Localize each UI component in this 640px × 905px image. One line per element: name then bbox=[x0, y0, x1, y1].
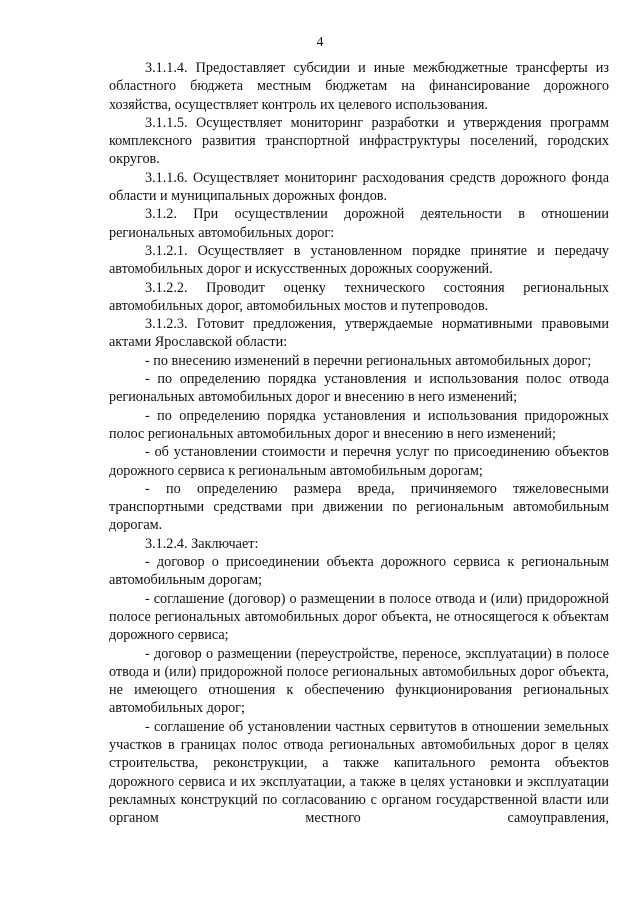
page-number: 4 bbox=[316, 35, 324, 50]
list-item-placement-agreement: - соглашение (договор) о размещении в полосе отвода и (или) придорожной полосе региональных автомобильных дорог объекта, не относящегося к объектам дорожного сервиса; bbox=[109, 590, 609, 644]
paragraph-3-1-2-4: 3.1.2.4. Заключает: bbox=[145, 535, 259, 552]
paragraph-3-1-1-4: 3.1.1.4. Предоставляет субсидии и иные межбюджетные трансферты из областного бюджета местным бюджетам на финансирование дорожного хозяйства, осуществляет контроль их целевого использования. bbox=[109, 60, 609, 113]
paragraph-3-1-2-2: 3.1.2.2. Проводит оценку технического состояния региональных автомобильных дорог, автомобильных мостов и путепроводов. bbox=[109, 279, 609, 314]
list-item-road-lists: - по внесению изменений в перечни региональных автомобильных дорог; bbox=[145, 352, 592, 369]
list-item-heavy-vehicle-damage: - по определению размера вреда, причиняемого тяжеловесными транспортными средствами при движении по региональным автомобильным дорогам. bbox=[109, 480, 609, 534]
paragraph-3-1-1-5: 3.1.1.5. Осуществляет мониторинг разработки и утверждения программ комплексного развития транспортной инфраструктуры поселений, городских округов. bbox=[109, 114, 609, 168]
paragraph-3-1-1-6: 3.1.1.6. Осуществляет мониторинг расходования средств дорожного фонда области и муниципальных дорожных фондов. bbox=[109, 169, 609, 205]
document-body bbox=[109, 59, 609, 827]
list-item-service-connection: - об установлении стоимости и перечня услуг по присоединению объектов дорожного сервиса к региональным автомобильным дорогам; bbox=[109, 444, 609, 479]
list-item-servitude-agreement: - соглашение об установлении частных сервитутов в отношении земельных участков в границах полос отвода региональных автомобильных дорог в целях строительства, реконструкции, а также капитального ремонта объектов дорожного сервиса и их эксплуатации, а также в целях установки и эксплуатации рекламных конструкций по согласованию с органом государственной власти или органом местного самоуправления, bbox=[109, 718, 609, 827]
paragraph-3-1-2: 3.1.2. При осуществлении дорожной деятельности в отношении региональных автомобильных дорог: bbox=[109, 206, 609, 241]
paragraph-3-1-2-1: 3.1.2.1. Осуществляет в установленном порядке принятие и передачу автомобильных дорог и искусственных дорожных сооружений. bbox=[109, 242, 609, 278]
list-item-connection-contract: - договор о присоединении объекта дорожного сервиса к региональным автомобильным дорогам; bbox=[109, 554, 609, 589]
paragraph-3-1-2-3: 3.1.2.3. Готовит предложения, утверждаемые нормативными правовыми актами Ярославской области: bbox=[109, 316, 609, 351]
list-item-roadside-strips: - по определению порядка установления и использования придорожных полос региональных автомобильных дорог и внесению в него изменений; bbox=[109, 407, 609, 442]
list-item-placement-contract: - договор о размещении (переустройстве, переносе, эксплуатации) в полосе отвода и (или) придорожной полосе региональных автомобильных дорог объекта, не имеющего отношения к обеспечению функционирования региональных автомобильных дорог; bbox=[109, 645, 609, 717]
list-item-right-of-way: - по определению порядка установления и использования полос отвода региональных автомобильных дорог и внесению в него изменений; bbox=[109, 371, 609, 406]
